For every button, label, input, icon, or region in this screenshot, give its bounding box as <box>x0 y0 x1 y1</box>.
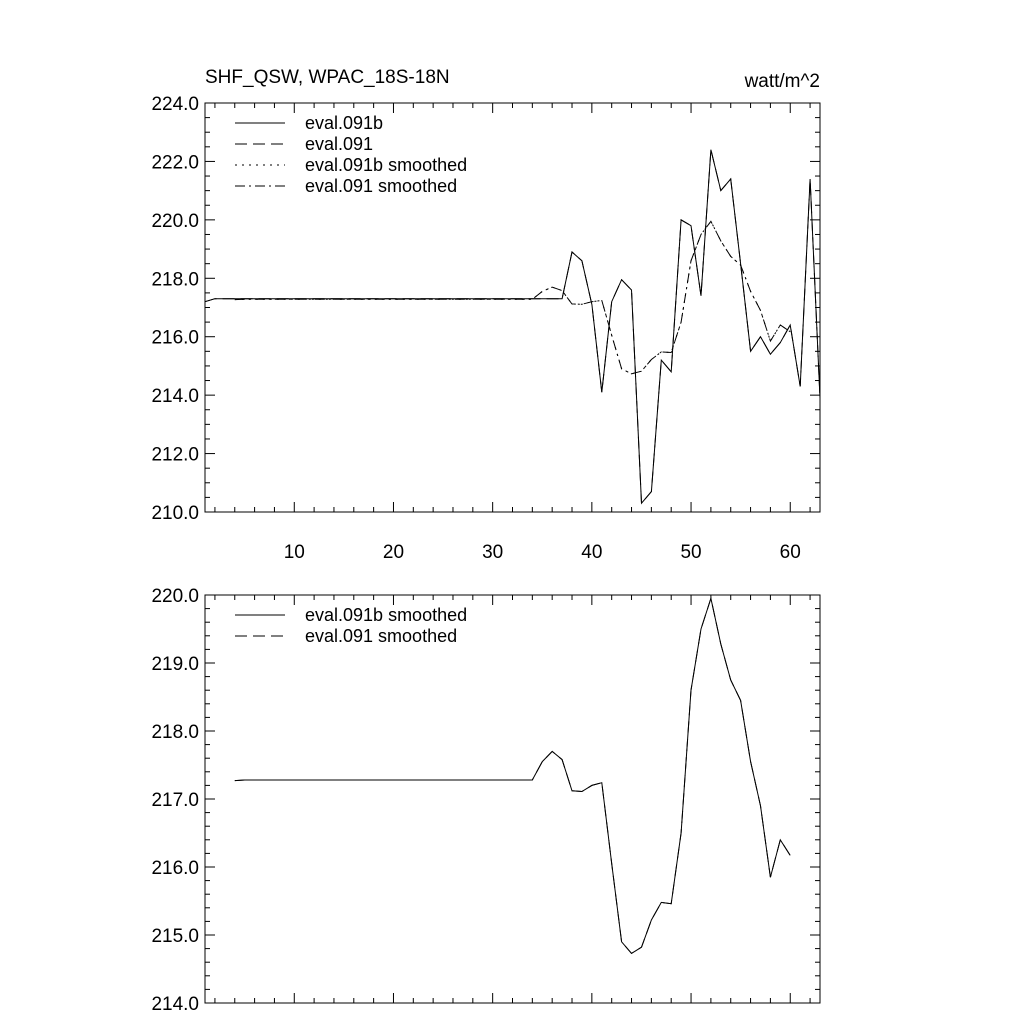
bottom-panel <box>151 586 820 1015</box>
chart-title: SHF_QSW, WPAC_18S-18N <box>205 67 450 88</box>
units-label: watt/m^2 <box>744 71 820 92</box>
x-tick-label: 10 <box>283 542 305 563</box>
y-tick-label: 210.0 <box>151 503 199 524</box>
y-tick-label: 216.0 <box>151 327 199 349</box>
x-tick-label: 30 <box>482 542 504 563</box>
x-tick-label: 50 <box>680 542 702 563</box>
plot-frame <box>205 595 820 1003</box>
x-tick-label: 40 <box>581 542 603 563</box>
legend-label: eval.091 <box>305 134 374 154</box>
legend-label: eval.091b <box>305 113 384 133</box>
y-tick-label: 220.0 <box>151 210 199 232</box>
plot-frame <box>205 103 820 512</box>
series-line <box>235 221 790 373</box>
x-tick-label: 20 <box>382 542 405 563</box>
y-tick-label: 218.0 <box>151 722 199 743</box>
x-tick-label: 60 <box>779 542 801 563</box>
series-line <box>205 150 820 504</box>
y-tick-label: 218.0 <box>151 269 199 291</box>
y-tick-label: 224.0 <box>151 94 199 115</box>
y-tick-label: 212.0 <box>151 444 199 466</box>
y-tick-label: 216.0 <box>151 858 199 879</box>
y-tick-label: 214.0 <box>151 386 199 408</box>
y-tick-label: 214.0 <box>151 994 199 1015</box>
y-tick-label: 220.0 <box>151 586 199 607</box>
y-tick-label: 215.0 <box>151 926 199 947</box>
series-line <box>205 150 820 504</box>
series-line <box>235 221 790 373</box>
top-panel <box>151 67 820 563</box>
legend-label: eval.091b smoothed <box>305 605 468 625</box>
legend-label: eval.091b smoothed <box>305 155 468 175</box>
legend-label: eval.091 smoothed <box>305 626 458 646</box>
y-tick-label: 217.0 <box>151 790 199 811</box>
legend-label: eval.091 smoothed <box>305 176 458 196</box>
y-tick-label: 222.0 <box>151 152 199 174</box>
series-line <box>235 598 790 953</box>
y-tick-label: 219.0 <box>151 654 199 675</box>
series-line <box>235 598 790 953</box>
